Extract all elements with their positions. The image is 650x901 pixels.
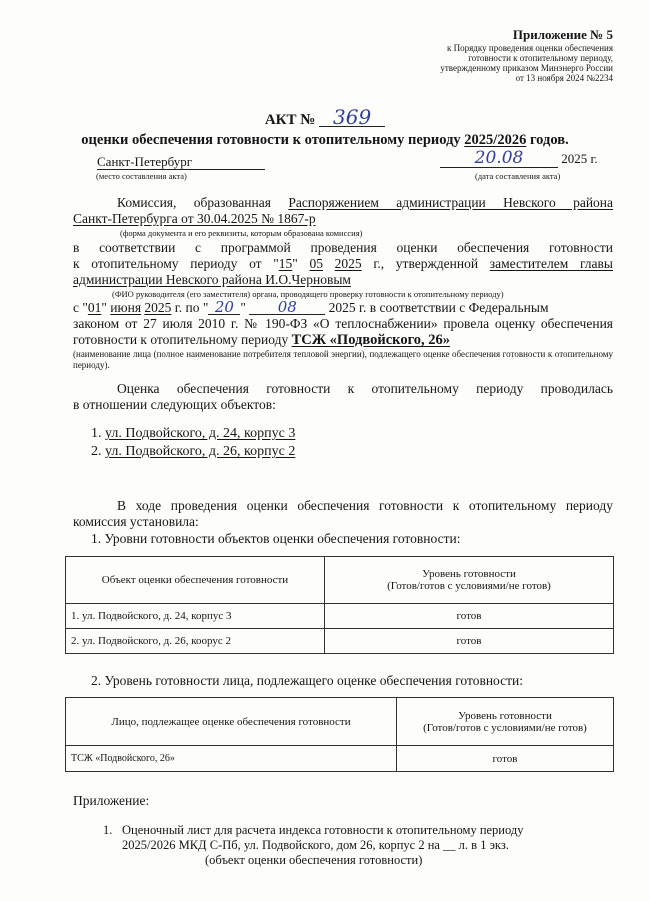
period-line3-prefix: готовности к отопительному периоду (73, 332, 289, 347)
period-to-month: 08 (249, 300, 325, 315)
table-cell-object: 1. ул. Подвойского, д. 24, корпус 3 (66, 604, 325, 629)
organization-caption: (наименование лица (полное наименование потребителя тепловой энергии), подлежащего оценке обеспечения готовности к отопительному периоду). (73, 349, 613, 370)
program-day: 15 (278, 256, 293, 271)
commission-line2 (73, 211, 316, 228)
commission-order: Санкт-Петербурга от 30.04.2025 № 1867-р (73, 211, 316, 226)
date-field (440, 150, 598, 168)
table-header-level-title: Уровень готовности (458, 709, 552, 722)
commission-caption: (форма документа и его реквизиты, которым образована комиссия) (120, 228, 363, 238)
table-header-level-options: (Готов/готов с условиями/не готов) (387, 580, 551, 592)
table-header-level (397, 698, 614, 746)
period-line1: с "01" июня 2025 г. по " 20 " 08 2025 г. в соответствии с Федеральным (73, 298, 549, 316)
list-item (91, 444, 295, 461)
table-row (66, 746, 614, 772)
act-subtitle (0, 132, 650, 149)
list-item-text: ул. Подвойского, д. 26, корпус 2 (105, 444, 296, 459)
table-cell-object: 2. ул. Подвойского, д. 26, коорус 2 (66, 629, 325, 654)
place-caption: (место составления акта) (96, 171, 187, 181)
commission-underlined: Распоряжением администрации Невского района (288, 195, 614, 210)
attachment-item-number: 1. (103, 823, 113, 837)
act-number: 369 (319, 108, 385, 127)
attachment-item-line2: 2025/2026 МКД С-Пб, ул. Подвойского, дом 26, корпус 2 на __ л. в 1 экз. (122, 838, 509, 852)
program-prefix: к отопительному периоду от " (73, 256, 279, 271)
period-line2: законом от 27 июля 2010 г. № 190-ФЗ «О теплоснабжении» провела оценку обеспечения (73, 316, 613, 331)
table-cell-status: готов (325, 629, 614, 654)
program-line1: в соответствии с программой проведения оценки обеспечения готовности (73, 240, 613, 255)
table-header-object: Объект оценки обеспечения готовности (66, 557, 325, 604)
program-approver: администрации Невского района И.О.Черновым (73, 272, 351, 287)
period-to-prefix: г. по " (174, 300, 209, 315)
date-caption: (дата составления акта) (475, 171, 561, 181)
appendix-line: утвержденному приказом Минэнерго России (440, 63, 613, 73)
table-header-level-title: Уровень готовности (422, 568, 516, 580)
attachment-item-line1: Оценочный лист для расчета индекса готовности к отопительному периоду (122, 823, 524, 837)
act-title (0, 105, 650, 129)
table-header-entity: Лицо, подлежащее оценке обеспечения готовности (66, 698, 397, 746)
list-item-number: 1. (91, 426, 102, 441)
list-item-text: ул. Подвойского, д. 24, корпус 3 (105, 426, 296, 441)
appendix-line: к Порядку проведения оценки обеспечения (447, 43, 613, 53)
findings-item2: 2. Уровень готовности лица, подлежащего оценке обеспечения готовности: (91, 673, 524, 688)
period-from-month: июня (110, 300, 142, 315)
program-suffix: г., утвержденной (373, 256, 479, 271)
program-caption: (ФИО руководителя (его заместителя) органа, проводящего проверку готовности к отопительному периоду) (112, 289, 504, 299)
period-from-prefix: с " (73, 300, 88, 315)
act-subtitle-prefix: оценки обеспечения готовности к отопительному периоду (81, 132, 461, 148)
program-month: 05 (309, 256, 323, 271)
list-item-number: 2. (91, 444, 102, 459)
program-line2 (73, 256, 613, 273)
commission-prefix: Комиссия, образованная (117, 195, 271, 210)
table-header-level-options: (Готов/готов с условиями/не готов) (423, 721, 587, 734)
act-subtitle-suffix: годов. (529, 132, 569, 148)
table-row (66, 629, 614, 654)
act-period: 2025/2026 (464, 132, 527, 148)
period-line3 (73, 332, 450, 349)
program-approver-title: заместителем главы (489, 256, 613, 271)
date-year: 2025 г. (561, 151, 598, 166)
program-quote: " (292, 256, 298, 271)
table-cell-status: готов (325, 604, 614, 629)
table-cell-entity: ТСЖ «Подвойского, 26» (66, 746, 397, 772)
attachment-label: Приложение: (73, 793, 150, 808)
period-from-day: 01 (87, 300, 102, 315)
appendix-line: готовности к отопительному периоду, (468, 53, 613, 63)
table-cell-status: готов (397, 746, 614, 772)
findings-line1: В ходе проведения оценки обеспечения готовности к отопительному периоду (117, 498, 613, 513)
commission-line1 (73, 195, 613, 212)
readiness-objects-table (65, 556, 614, 654)
period-from-year: 2025 (144, 300, 172, 315)
readiness-entity-table (65, 697, 614, 772)
findings-line2: комиссия установила: (73, 514, 199, 529)
program-year: 2025 (334, 256, 362, 271)
program-line3 (73, 272, 351, 289)
place-value: Санкт-Петербург (97, 154, 265, 170)
period-to-day: 20 (208, 300, 240, 315)
findings-item1: 1. Уровни готовности объектов оценки обеспечения готовности: (91, 531, 461, 546)
table-row (66, 604, 614, 629)
appendix-line: от 13 ноября 2024 №2234 (515, 73, 613, 83)
organization-name: ТСЖ «Подвойского, 26» (291, 332, 451, 348)
table-header-level (325, 557, 614, 604)
attachment-item-caption: (объект оценки обеспечения готовности) (205, 853, 423, 867)
list-item (91, 426, 295, 443)
appendix-title: Приложение № 5 (512, 27, 613, 42)
objects-intro-line1: Оценка обеспечения готовности к отопительному периоду проводилась (117, 381, 613, 396)
date-value: 20.08 (440, 150, 558, 168)
objects-intro-line2: в отношении следующих объектов: (73, 397, 276, 412)
act-title-prefix: АКТ № (264, 112, 316, 128)
period-to-suffix: 2025 г. в соответствии с Федеральным (328, 300, 549, 315)
